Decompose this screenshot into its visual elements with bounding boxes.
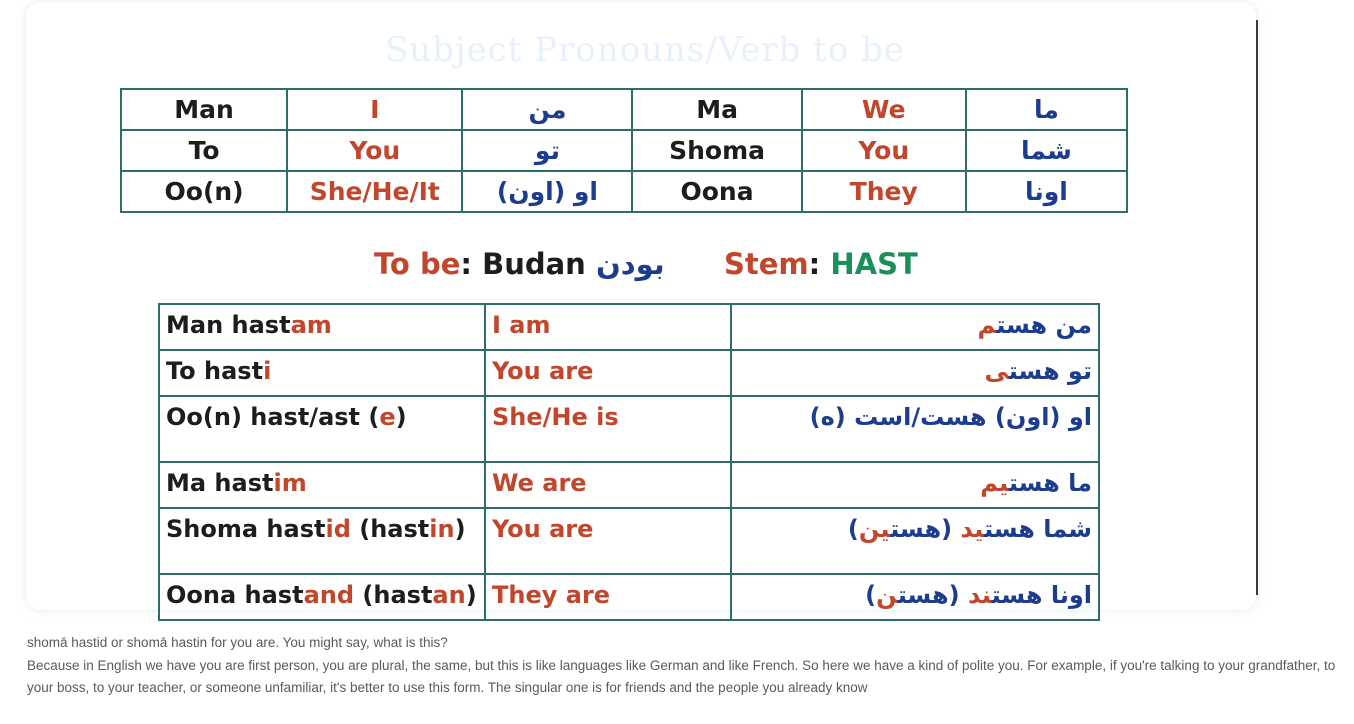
pronoun-cell-plur-fa: اونا (966, 171, 1127, 212)
ending-highlight: and (303, 581, 355, 609)
pronoun-row (121, 171, 1127, 212)
ending-highlight: in (429, 515, 455, 543)
conjugation-translit-cell (159, 304, 485, 350)
conjugation-row (159, 574, 1099, 620)
ending-highlight: ند (967, 581, 992, 609)
pronoun-cell-plur-translit: Shoma (632, 130, 801, 171)
word-part: (هست (890, 515, 961, 543)
pronoun-cell-plur-fa: شما (966, 130, 1127, 171)
ending-highlight: ی (984, 357, 1009, 385)
conjugation-row (159, 508, 1099, 574)
ending-highlight: id (325, 515, 351, 543)
pronoun-cell-plur-en: We (802, 89, 966, 130)
slide-title: Subject Pronouns/Verb to be (385, 30, 905, 70)
word-part: شما هست (984, 515, 1092, 543)
stem-colon: : (808, 247, 821, 281)
to-be-translit: Budan (482, 247, 586, 281)
pronoun-cell-sing-fa: من (462, 89, 632, 130)
to-be-heading (374, 247, 665, 281)
pronoun-cell-plur-en: You (802, 130, 966, 171)
pronoun-cell-sing-translit: To (121, 130, 287, 171)
pronoun-cell-sing-fa: او (اون) (462, 171, 632, 212)
conjugation-english-cell: You are (485, 350, 731, 396)
ending-highlight: ید (960, 515, 985, 543)
conjugation-translit-cell (159, 396, 485, 462)
pronoun-table (120, 88, 1128, 213)
conjugation-english-cell: I am (485, 304, 731, 350)
conjugation-farsi-cell (731, 304, 1099, 350)
word-part: (هست (897, 581, 968, 609)
pronoun-cell-sing-en: I (287, 89, 462, 130)
conjugation-translit-cell (159, 350, 485, 396)
conjugation-farsi-cell (731, 462, 1099, 508)
word-part: ما هست (1008, 469, 1092, 497)
word-part: To hast (166, 357, 264, 385)
word-part: ) (454, 515, 466, 543)
conjugation-english-cell: We are (485, 462, 731, 508)
conjugation-table (158, 303, 1100, 621)
ending-highlight: ن (876, 581, 898, 609)
pronoun-cell-sing-translit: Man (121, 89, 287, 130)
conjugation-farsi-cell (731, 350, 1099, 396)
stem-heading (724, 247, 918, 281)
ending-highlight: an (432, 581, 466, 609)
word-part: تو هست (1008, 357, 1092, 385)
conjugation-farsi-cell (731, 574, 1099, 620)
ending-highlight: یم (980, 469, 1009, 497)
transcript-caption (27, 632, 1345, 700)
word-part: Shoma hast (166, 515, 326, 543)
word-part: ) (847, 515, 859, 543)
pronoun-cell-sing-en: She/He/It (287, 171, 462, 212)
pronoun-cell-sing-translit: Oo(n) (121, 171, 287, 212)
caption-line-1: shomā hastid or shomā hastin for you are. You might say, what is this? (27, 635, 448, 650)
word-part: من هست (996, 311, 1092, 339)
word-part: Oona hast (166, 581, 304, 609)
ending-highlight: ین (858, 515, 891, 543)
conjugation-english-cell: They are (485, 574, 731, 620)
conjugation-row (159, 304, 1099, 350)
stem-value: HAST (830, 247, 918, 281)
ending-highlight: e (379, 403, 396, 431)
pronoun-row (121, 89, 1127, 130)
conjugation-english-cell: She/He is (485, 396, 731, 462)
pronoun-cell-plur-en: They (802, 171, 966, 212)
conjugation-english-cell: You are (485, 508, 731, 574)
ending-highlight: am (290, 311, 332, 339)
ending-highlight: i (263, 357, 272, 385)
to-be-colon: : (460, 247, 472, 281)
pronoun-cell-plur-fa: ما (966, 89, 1127, 130)
conjugation-farsi-cell (731, 396, 1099, 462)
word-part: ) (865, 581, 877, 609)
word-part: Man hast (166, 311, 291, 339)
conjugation-row (159, 396, 1099, 462)
word-part: ) (465, 581, 477, 609)
conjugation-translit-cell (159, 462, 485, 508)
to-be-farsi: بودن (595, 247, 665, 281)
pronoun-cell-plur-translit: Ma (632, 89, 801, 130)
divider-line (1256, 20, 1258, 595)
word-part: اونا هست (991, 581, 1092, 609)
conjugation-translit-cell (159, 574, 485, 620)
pronoun-cell-sing-en: You (287, 130, 462, 171)
ending-highlight: م (977, 311, 997, 339)
caption-line-2: Because in English we have you are first person, you are plural, the same, but this is like languages like German and like French. So here we have a kind of polite you. For example, if you're talking to your grandfather, to your boss, to your teacher, or someone unfamiliar, it's better to use this form. The singular one is for friends and the people you already know (27, 657, 1336, 695)
ending-highlight: im (273, 469, 307, 497)
to-be-label: To be (374, 247, 461, 281)
conjugation-row (159, 462, 1099, 508)
word-part: او (اون) هست/است (ه) (809, 403, 1092, 431)
word-part: ) (395, 403, 407, 431)
pronoun-row (121, 130, 1127, 171)
conjugation-table-body (159, 304, 1099, 620)
conjugation-farsi-cell (731, 508, 1099, 574)
word-part: (hast (354, 581, 433, 609)
stem-label: Stem (724, 247, 809, 281)
word-part: (hast (350, 515, 430, 543)
word-part: Ma hast (166, 469, 274, 497)
pronoun-cell-sing-fa: تو (462, 130, 632, 171)
conjugation-translit-cell (159, 508, 485, 574)
word-part: Oo(n) hast/ast ( (166, 403, 380, 431)
conjugation-row (159, 350, 1099, 396)
pronoun-cell-plur-translit: Oona (632, 171, 801, 212)
pronoun-table-body (121, 89, 1127, 212)
